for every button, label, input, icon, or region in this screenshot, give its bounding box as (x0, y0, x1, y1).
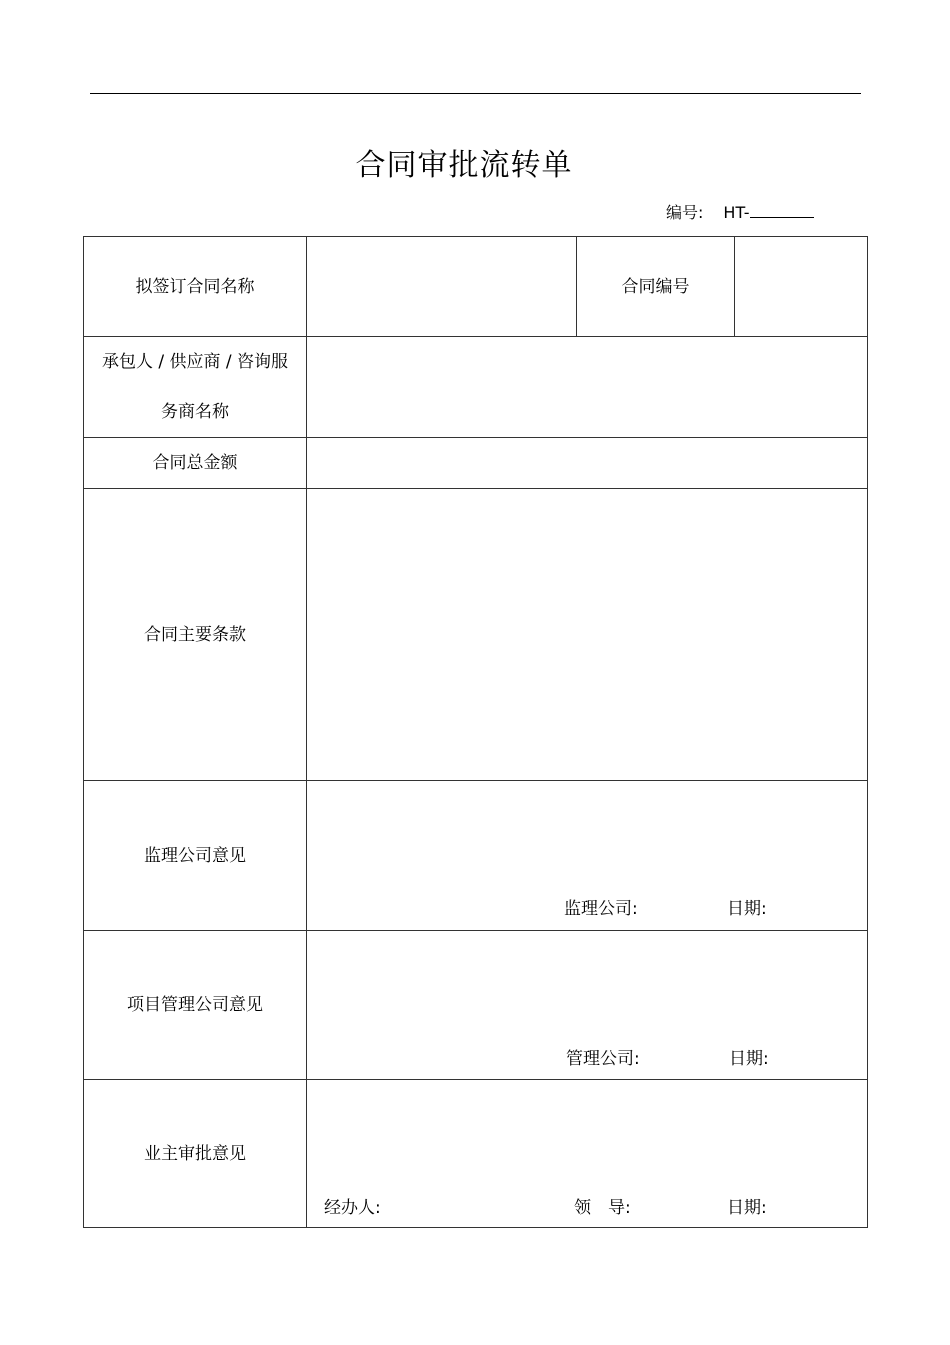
contract-no-label: 合同编号 (577, 237, 735, 337)
document-number (666, 200, 814, 223)
main-terms-label: 合同主要条款 (84, 489, 307, 781)
contractor-label-line1: 承包人 / 供应商 / 咨询服 (101, 352, 289, 372)
row-main-terms (84, 489, 868, 781)
supervisor-company-signature-label: 监理公司: (564, 899, 638, 919)
pm-opinion-label: 项目管理公司意见 (84, 931, 307, 1080)
total-amount-field[interactable] (307, 438, 868, 489)
page-title: 合同审批流转单 (355, 148, 573, 183)
owner-date-label: 日期: (727, 1198, 767, 1218)
handler-signature-label: 经办人: (324, 1198, 381, 1218)
row-pm-opinion (84, 931, 868, 1080)
contractor-label-line2: 务商名称 (161, 402, 229, 422)
document-number-prefix: HT- (723, 203, 750, 222)
contract-no-field[interactable] (735, 237, 868, 337)
owner-opinion-label: 业主审批意见 (84, 1080, 307, 1228)
owner-opinion-field[interactable] (307, 1080, 868, 1228)
row-contract-name (84, 237, 868, 337)
header-rule (90, 93, 861, 94)
pm-opinion-field[interactable] (307, 931, 868, 1080)
leader-signature-label: 领 导: (574, 1198, 631, 1218)
row-supervisor-opinion (84, 781, 868, 931)
contractor-field[interactable] (307, 337, 868, 438)
supervisor-date-label: 日期: (727, 899, 767, 919)
contract-name-field[interactable] (307, 237, 577, 337)
supervisor-opinion-label: 监理公司意见 (84, 781, 307, 931)
total-amount-label: 合同总金额 (84, 438, 307, 489)
document-number-blank[interactable] (750, 203, 814, 218)
management-company-signature-label: 管理公司: (566, 1049, 640, 1069)
supervisor-opinion-field[interactable] (307, 781, 868, 931)
document-number-label: 编号: (666, 203, 704, 222)
row-owner-opinion (84, 1080, 868, 1228)
contractor-label (84, 337, 307, 438)
approval-form-table (83, 236, 868, 1228)
row-total-amount (84, 438, 868, 489)
contract-name-label: 拟签订合同名称 (84, 237, 307, 337)
pm-date-label: 日期: (729, 1049, 769, 1069)
row-contractor (84, 337, 868, 438)
main-terms-field[interactable] (307, 489, 868, 781)
